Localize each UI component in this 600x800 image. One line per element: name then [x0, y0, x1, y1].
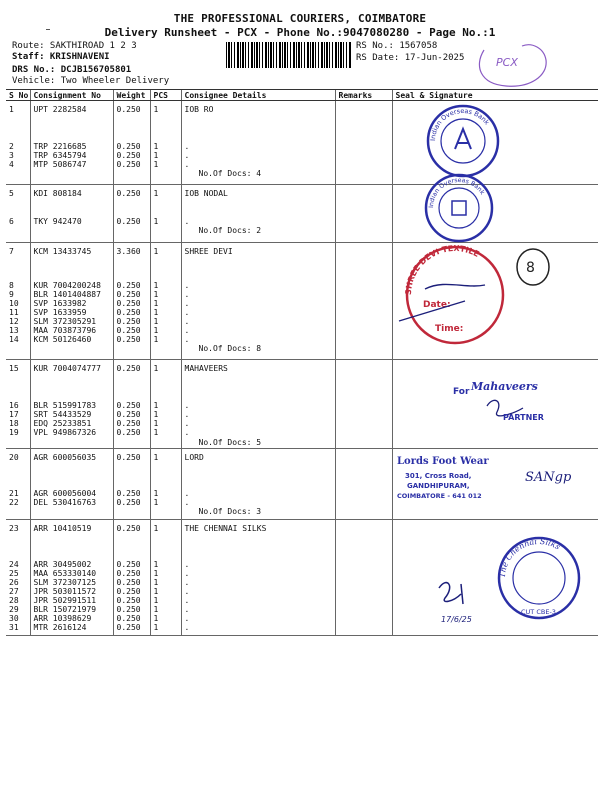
- continuation-dot: .: [184, 614, 190, 623]
- pieces-value: 1: [153, 524, 159, 533]
- weight-cell: [113, 449, 150, 520]
- drs-label: DRS No.: DCJB156705801: [12, 65, 132, 75]
- weight-value: 0.250: [116, 326, 141, 335]
- weight-cell: [113, 101, 150, 185]
- weight-value: 0.250: [116, 160, 141, 169]
- table-group-row: [6, 185, 598, 243]
- circled-number-text: 8: [525, 260, 535, 276]
- serial-number: 2: [9, 142, 14, 151]
- consignment-number: MTP 5086747: [33, 160, 87, 169]
- consignment-number: VPL 949867326: [33, 428, 97, 437]
- remarks-cell: [335, 520, 392, 636]
- chennai-silks-seal: [433, 528, 583, 632]
- company-title: THE PROFESSIONAL COURIERS, COIMBATORE: [173, 12, 427, 25]
- continuation-dot: .: [184, 217, 190, 226]
- iob-nodal-seal: [423, 173, 495, 243]
- weight-value: 0.250: [116, 560, 141, 569]
- continuation-dot: .: [184, 281, 190, 290]
- table-group-row: [6, 449, 598, 520]
- col-sno: S No: [6, 90, 30, 101]
- pieces-value: 1: [153, 623, 159, 632]
- consignment-number: MTR 2616124: [33, 623, 87, 632]
- continuation-dot: .: [184, 489, 190, 498]
- weight-value: 0.250: [116, 151, 141, 160]
- continuation-dot: .: [184, 308, 190, 317]
- continuation-dot: .: [184, 419, 190, 428]
- pieces-value: 1: [153, 317, 159, 326]
- docs-count: No.Of Docs: 4: [198, 169, 262, 178]
- table-group-row: [6, 243, 598, 360]
- seal-emblem: [452, 201, 466, 215]
- weight-cell: [113, 520, 150, 636]
- serial-number: 31: [9, 623, 19, 632]
- weight-value: 0.250: [116, 281, 141, 290]
- weight-value: 0.250: [116, 364, 141, 373]
- pieces-value: 1: [153, 281, 159, 290]
- serial-number: 12: [9, 317, 19, 326]
- vehicle-label: Vehicle: Two Wheeler Delivery: [12, 76, 170, 86]
- continuation-dot: .: [184, 317, 190, 326]
- serial-number: 10: [9, 299, 19, 308]
- continuation-dot: .: [184, 578, 190, 587]
- continuation-dot: .: [184, 151, 190, 160]
- stamp-address-line: 301, Cross Road,: [404, 472, 471, 480]
- consignee-name: IOB RO: [184, 105, 214, 114]
- pieces-value: 1: [153, 587, 159, 596]
- serial-number: 8: [9, 281, 14, 290]
- seal-cell: [392, 176, 598, 243]
- pcs-cell: [150, 243, 181, 360]
- pieces-value: 1: [153, 401, 159, 410]
- stamp-company: Lords Foot Wear: [396, 456, 489, 467]
- rs-number: RS No.: 1567058: [356, 41, 438, 51]
- seal-cell: [392, 360, 598, 449]
- weight-value: 0.250: [116, 614, 141, 623]
- serial-number: 30: [9, 614, 19, 623]
- pieces-value: 1: [153, 605, 159, 614]
- seal-text: [403, 244, 480, 295]
- pieces-value: 1: [153, 290, 159, 299]
- weight-cell: [113, 243, 150, 360]
- weight-value: 0.250: [116, 605, 141, 614]
- pieces-value: 1: [153, 498, 159, 507]
- continuation-dot: .: [184, 160, 190, 169]
- serial-number: 11: [9, 308, 19, 317]
- sno-cell: [6, 185, 30, 243]
- serial-number: 9: [9, 290, 14, 299]
- pieces-value: 1: [153, 428, 159, 437]
- seal-text-path: SHREE DEVI TEXTILE: [403, 243, 481, 296]
- textile-seal: [395, 245, 585, 355]
- weight-value: 0.250: [116, 578, 141, 587]
- continuation-dot: .: [184, 326, 190, 335]
- pieces-value: 1: [153, 299, 159, 308]
- consignee-name: IOB NODAL: [184, 189, 228, 198]
- serial-number: 19: [9, 428, 19, 437]
- weight-value: 0.250: [116, 569, 141, 578]
- signature-text: SANgp: [524, 470, 571, 485]
- consignment-number: JPR 502991511: [33, 596, 97, 605]
- consignment-number: ARR 10398629: [33, 614, 92, 623]
- consignment-number: ARR 30495002: [33, 560, 92, 569]
- seal-text-path: The Chennai Silks: [497, 536, 562, 579]
- seal-outer-ring: [426, 175, 492, 241]
- serial-number: 21: [9, 489, 19, 498]
- consignment-cell: [30, 360, 113, 449]
- consignment-number: EDQ 25233851: [33, 419, 92, 428]
- consignment-number: SLM 372307125: [33, 578, 97, 587]
- docs-count: No.Of Docs: 3: [198, 507, 262, 516]
- consignment-number: KUR 7004200248: [33, 281, 101, 290]
- continuation-dot: .: [184, 596, 190, 605]
- pieces-value: 1: [153, 151, 159, 160]
- seal-emblem: [455, 129, 471, 149]
- consignment-number: TRP 6345794: [33, 151, 87, 160]
- lord-seal: [397, 453, 597, 515]
- serial-number: 25: [9, 569, 19, 578]
- pieces-value: 1: [153, 419, 159, 428]
- pieces-value: 1: [153, 142, 159, 151]
- table-group-row: [6, 520, 598, 636]
- consignment-number: AGR 600056035: [33, 453, 97, 462]
- weight-value: 0.250: [116, 623, 141, 632]
- pieces-value: 1: [153, 596, 159, 605]
- serial-number: 18: [9, 419, 19, 428]
- mahaveers-seal: [453, 374, 583, 434]
- serial-number: 1: [9, 105, 14, 114]
- pieces-value: 1: [153, 364, 159, 373]
- weight-value: 0.250: [116, 410, 141, 419]
- consignment-number: DEL 530416763: [33, 498, 97, 507]
- consignment-number: KCM 13433745: [33, 247, 92, 256]
- consignment-number: SVP 1633982: [33, 299, 87, 308]
- stamp-partner: PARTNER: [502, 413, 544, 422]
- iob-ro-seal: [425, 103, 501, 179]
- pieces-value: 1: [153, 560, 159, 569]
- seal-cell: [392, 243, 598, 360]
- seal-cell: [392, 520, 598, 636]
- consignment-number: BLR 1401404887: [33, 290, 101, 299]
- serial-number: 23: [9, 524, 19, 533]
- seal-text-path: Indian Overseas Bank: [428, 106, 491, 142]
- stamp-for: For: [452, 387, 469, 397]
- docs-count: No.Of Docs: 8: [198, 344, 262, 353]
- pieces-value: 1: [153, 410, 159, 419]
- weight-value: 0.250: [116, 290, 141, 299]
- pcs-cell: [150, 185, 181, 243]
- pieces-value: 1: [153, 247, 159, 256]
- runsheet-table: [6, 89, 598, 636]
- remarks-cell: [335, 185, 392, 243]
- consignment-number: MAA 703873796: [33, 326, 97, 335]
- continuation-dot: .: [184, 605, 190, 614]
- barcode: [226, 42, 352, 68]
- seal-text: [497, 537, 561, 578]
- weight-value: 0.250: [116, 524, 141, 533]
- pieces-value: 1: [153, 308, 159, 317]
- table-group-row: [6, 360, 598, 449]
- sno-cell: [6, 360, 30, 449]
- serial-number: 13: [9, 326, 19, 335]
- stamp-address-line: COIMBATORE - 641 012: [396, 492, 482, 500]
- seal-sub-text: CUT CBE-3: [520, 608, 556, 616]
- sno-cell: [6, 243, 30, 360]
- serial-number: 7: [9, 247, 14, 256]
- weight-value: 0.250: [116, 317, 141, 326]
- consignee-name: THE CHENNAI SILKS: [184, 524, 267, 533]
- continuation-dot: .: [184, 569, 190, 578]
- serial-number: 4: [9, 160, 14, 169]
- continuation-dot: .: [184, 142, 190, 151]
- serial-number: 28: [9, 596, 19, 605]
- runsheet-title: Delivery Runsheet - PCX - Phone No.:9047080280 - Page No.:1: [104, 26, 496, 39]
- col-consignment: Consignment No: [30, 90, 113, 101]
- consignment-number: MAA 653330140: [33, 569, 97, 578]
- continuation-dot: .: [184, 401, 190, 410]
- seal-cell: [392, 449, 598, 520]
- col-remarks: Remarks: [335, 90, 392, 101]
- weight-value: 0.250: [116, 299, 141, 308]
- consignment-number: KDI 808184: [33, 189, 82, 198]
- consignee-cell: [181, 185, 335, 243]
- consignment-number: AGR 600056004: [33, 489, 97, 498]
- consignment-number: TRP 2216685: [33, 142, 87, 151]
- pieces-value: 1: [153, 614, 159, 623]
- continuation-dot: .: [184, 299, 190, 308]
- pieces-value: 1: [153, 489, 159, 498]
- consignment-number: TKY 942470: [33, 217, 82, 226]
- consignment-number: SRT 54433529: [33, 410, 92, 419]
- stamp-company: Mahaveers: [470, 380, 538, 393]
- weight-value: 0.250: [116, 401, 141, 410]
- seal-cell: [392, 101, 598, 185]
- weight-value: 0.250: [116, 428, 141, 437]
- pieces-value: 1: [153, 217, 159, 226]
- remarks-cell: [335, 360, 392, 449]
- consignment-number: KCM 50126460: [33, 335, 92, 344]
- serial-number: 27: [9, 587, 19, 596]
- sno-cell: [6, 520, 30, 636]
- continuation-dot: .: [184, 587, 190, 596]
- consignee-name: LORD: [184, 453, 204, 462]
- serial-number: 15: [9, 364, 19, 373]
- consignment-number: BLR 150721979: [33, 605, 97, 614]
- stray-mark: [46, 29, 50, 30]
- consignee-name: SHREE DEVI: [184, 247, 233, 256]
- consignment-cell: [30, 185, 113, 243]
- continuation-dot: .: [184, 623, 190, 632]
- col-weight: Weight: [113, 90, 150, 101]
- weight-value: 0.250: [116, 596, 141, 605]
- weight-value: 0.250: [116, 105, 141, 114]
- sno-cell: [6, 449, 30, 520]
- serial-number: 6: [9, 217, 14, 226]
- consignee-cell: [181, 101, 335, 185]
- weight-value: 0.250: [116, 498, 141, 507]
- seal-date-label: Date:: [422, 300, 451, 310]
- consignment-cell: [30, 101, 113, 185]
- route-label: Route: SAKTHIROAD 1 2 3: [12, 41, 137, 51]
- serial-number: 17: [9, 410, 19, 419]
- remarks-cell: [335, 243, 392, 360]
- weight-value: 0.250: [116, 453, 141, 462]
- pcs-cell: [150, 360, 181, 449]
- consignment-cell: [30, 449, 113, 520]
- table-header-row: [6, 90, 598, 101]
- continuation-dot: .: [184, 498, 190, 507]
- serial-number: 22: [9, 498, 19, 507]
- pieces-value: 1: [153, 189, 159, 198]
- col-seal: Seal & Signature: [392, 90, 598, 101]
- serial-number: 24: [9, 560, 19, 569]
- pcx-ink-mark: [470, 36, 552, 92]
- stamp-address-line: GANDHIPURAM,: [406, 482, 470, 490]
- weight-value: 3.360: [116, 247, 141, 256]
- continuation-dot: .: [184, 335, 190, 344]
- consignment-cell: [30, 243, 113, 360]
- signature-date: 17/6/25: [440, 615, 472, 624]
- pieces-value: 1: [153, 453, 159, 462]
- pieces-value: 1: [153, 105, 159, 114]
- continuation-dot: .: [184, 290, 190, 299]
- docs-count: No.Of Docs: 5: [198, 438, 262, 447]
- remarks-cell: [335, 101, 392, 185]
- seal-inner-ring: [441, 119, 485, 163]
- consignee-cell: [181, 449, 335, 520]
- weight-value: 0.250: [116, 189, 141, 198]
- pcs-cell: [150, 520, 181, 636]
- weight-value: 0.250: [116, 419, 141, 428]
- serial-number: 5: [9, 189, 14, 198]
- pcx-mark-text: PCX: [496, 56, 518, 69]
- pcs-cell: [150, 449, 181, 520]
- pieces-value: 1: [153, 335, 159, 344]
- docs-count: No.Of Docs: 2: [198, 226, 262, 235]
- weight-value: 0.250: [116, 489, 141, 498]
- weight-value: 0.250: [116, 587, 141, 596]
- pieces-value: 1: [153, 578, 159, 587]
- col-pcs: PCS: [150, 90, 181, 101]
- seal-outer-ring: [428, 106, 498, 176]
- weight-value: 0.250: [116, 335, 141, 344]
- consignment-number: SVP 1633959: [33, 308, 87, 317]
- pcs-cell: [150, 101, 181, 185]
- remarks-cell: [335, 449, 392, 520]
- seal-text-path: Indian Overseas Bank: [427, 176, 486, 209]
- weight-value: 0.250: [116, 217, 141, 226]
- continuation-dot: .: [184, 560, 190, 569]
- serial-number: 20: [9, 453, 19, 462]
- consignment-number: SLM 372305291: [33, 317, 97, 326]
- table-group-row: [6, 101, 598, 185]
- serial-number: 16: [9, 401, 19, 410]
- signature-scribble: [439, 583, 463, 604]
- weight-value: 0.250: [116, 308, 141, 317]
- consignment-number: JPR 503011572: [33, 587, 97, 596]
- consignee-cell: [181, 360, 335, 449]
- serial-number: 26: [9, 578, 19, 587]
- consignee-cell: [181, 520, 335, 636]
- consignment-number: BLR 515991783: [33, 401, 97, 410]
- seal-inner-ring: [513, 552, 565, 604]
- serial-number: 14: [9, 335, 19, 344]
- sno-cell: [6, 101, 30, 185]
- pieces-value: 1: [153, 160, 159, 169]
- pieces-value: 1: [153, 569, 159, 578]
- continuation-dot: .: [184, 428, 190, 437]
- staff-label: Staff: KRISHNAVENI: [12, 52, 110, 62]
- seal-time-label: Time:: [434, 324, 463, 334]
- consignment-cell: [30, 520, 113, 636]
- serial-number: 3: [9, 151, 14, 160]
- consignment-number: KUR 7004074777: [33, 364, 101, 373]
- seal-inner-ring: [439, 188, 479, 228]
- weight-value: 0.250: [116, 142, 141, 151]
- weight-cell: [113, 360, 150, 449]
- consignment-number: UPT 2282584: [33, 105, 87, 114]
- col-consignee: Consignee Details: [181, 90, 335, 101]
- consignee-name: MAHAVEERS: [184, 364, 228, 373]
- weight-cell: [113, 185, 150, 243]
- continuation-dot: .: [184, 410, 190, 419]
- pieces-value: 1: [153, 326, 159, 335]
- serial-number: 29: [9, 605, 19, 614]
- consignment-number: ARR 10410519: [33, 524, 92, 533]
- rs-date: RS Date: 17-Jun-2025: [356, 53, 465, 63]
- consignee-cell: [181, 243, 335, 360]
